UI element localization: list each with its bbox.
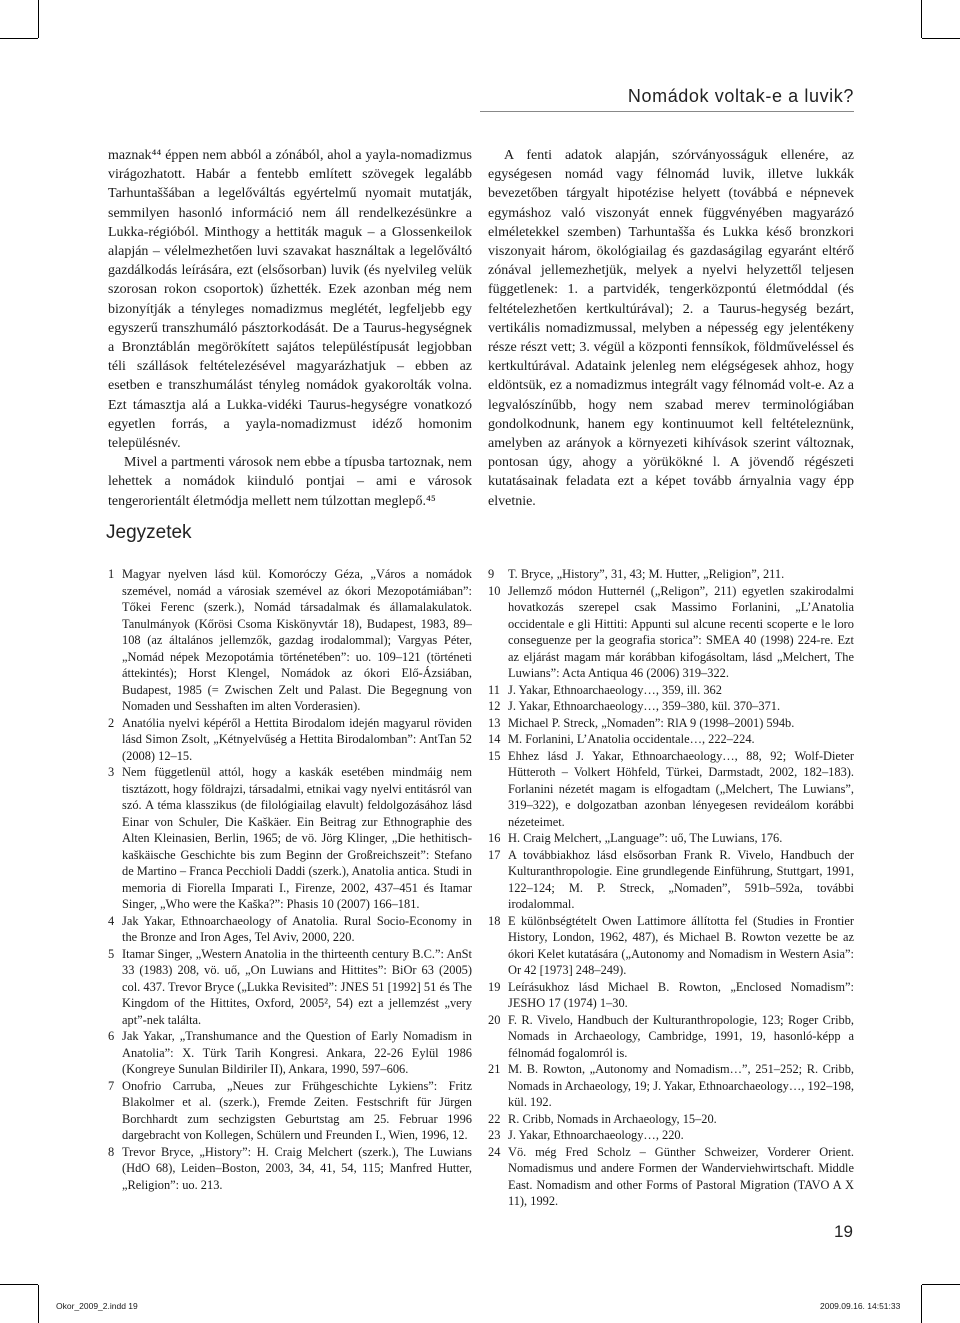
notes-list-left [108,566,472,1193]
footnote-text: Jellemző módon Hutternél („Religon”, 211) egyetlen szakirodalmi hovatkozás szerepel csak Massimo Forlanini, „L’Anatolia occidentale e gli Hittiti: Appunti sul alcune recenti scoperte e le loro conseguenze per la geografia storica”: SMEA 40 (1998) 224-re. Ezt az eljárást magam már korábban kifogásoltam, lásd „Melchert, The Luwians”: Acta Antiqua 46 (2006) 319–322. [508,583,854,680]
crop-mark [38,0,39,38]
footnote-number: 14 [488,732,501,746]
footnote [488,1012,854,1062]
footnote [108,715,472,765]
crop-mark [0,38,38,39]
footnote [108,946,472,1029]
footnote-number: 7 [108,1078,115,1093]
footnote-number: 6 [108,1029,115,1043]
body-paragraph: Mivel a partmenti városok nem ebbe a típusba tartoznak, nem lehettek a nomádok kiinduló pontjai – ami e városok tengerorientált életmódja mellett nem túlzottan meglepő.⁴⁵ [108,455,472,509]
running-title: Nomádok voltak-e a luvik? [627,86,854,106]
notes-list-right [488,566,854,1210]
footnote [488,566,854,583]
footnote-number: 19 [488,979,501,994]
footnote-number: 17 [488,847,501,862]
crop-mark [922,38,960,39]
footnote-number: 9 [488,567,495,581]
crop-mark [0,1284,38,1285]
footnote-text: Vö. még Fred Scholz – Günther Schweizer, Vorderer Orient. Nomadismus und andere Formen der Wanderviehwirtschaft. Middle East. Nomadism and other Forms of Pastoral Migration (TAVO A X 11), 1992. [508,1144,854,1208]
footnote-number: 24 [488,1144,501,1159]
footnote [488,1144,854,1210]
footnote-text: M. B. Rowton, „Autonomy and Nomadism…”, 251–252; R. Cribb, Nomads in Archaeology, 19; J. Yakar, Ethnoarchaeology…, 192–198, kül. 192. [508,1062,854,1109]
footnote [488,847,854,913]
footnote-number: 10 [488,583,501,598]
footnote [488,1061,854,1111]
footnote-text: Leírásukhoz lásd Michael B. Rowton, „Enclosed Nomadism”: JESHO 17 (1974) 1–30. [508,979,854,1010]
footnote [108,1028,472,1078]
footnote [488,698,854,715]
footnote-text: J. Yakar, Ethnoarchaeology…, 359, ill. 362 [508,682,722,697]
footnote-number: 21 [488,1062,501,1076]
crop-mark [38,1285,39,1323]
footnote-text: Onofrio Carruba, „Neues zur Frühgeschichte Lykiens”: Fritz Blakolmer et al. (szerk.), Fremde Zeiten. Festschrift für Jürgen Borchhardt zum sechzigsten Geburtstag am 25. Februar 1996 dargebracht von Kollegen, Schülern und Freunden I., Wien, 1996, 12. [122,1078,472,1142]
crop-mark [921,1285,922,1323]
footnote-text: Ehhez lásd J. Yakar, Ethnoarchaeology…, 88, 92; Wolf-Dieter Hütteroth – Volkert Höhfeld, Türkei, Darmstadt, 2002, 182–183). Forlanini nézetét magam is elfogadtam („Melchert, The Luwians”, 319–322), e dolgozatban azonban lényegesen revideálom korábbi nézeteimet. [508,748,854,829]
page-number: 19 [834,1222,853,1241]
body-paragraph: maznak⁴⁴ éppen nem abból a zónából, ahol a yayla-nomadizmus virágozhatott. Habár a fentebb említett szövegek legalább Tarhuntaššában a legelőváltás egyértelmű nyomait mutatják, semmilyen hasonló információ nem áll rendelkezésünkre a Lukka-régióból. Minthogy a hettiták maguk – a Glossenkeilok alapján – vélelmezhetően luvi szavakat használtak a legelőváltó gazdálkodás leírására, ezt (elsősorban) luvik (és nyelvileg velük szorosan rokon csoportok) űzhették. Ezek azonban még nem bizonyítják a tényleges nomadizmus meglétét, legfeljebb egy egyszerű transzhumáló pásztorkodását. De a Taurus-hegységnek a Bronztáblán megörökített sajátos településtípusát legjobban téli szállások feltételezésével magyarázhatjuk – ebben az esetben e transzhumálást tényleg nomádok gyakorolták volna. Ezt támasztja alá a Lukka-vidéki Taurus-hegységre vonatkozó egyetlen forrás, a yayla-nomadizmust idéző homonim településnév. [108,148,472,452]
footnote [488,715,854,732]
footnote-number: 4 [108,913,115,928]
running-head [480,86,854,112]
footnote [108,764,472,913]
footnote [488,979,854,1012]
footnote-text: Michael P. Streck, „Nomaden”: RlA 9 (1998–2001) 594b. [508,715,795,730]
footnote-text: H. Craig Melchert, „Language”: uő, The Luwians, 176. [508,831,783,845]
footnote-text: F. R. Vivelo, Handbuch der Kulturanthropologie, 123; Roger Cribb, Nomads in Archaeology, Cambridge, 1991, 19, hasonló-képp a félnomád fogalomról is. [508,1012,854,1060]
crop-mark [922,1284,960,1285]
footnote-text: M. Forlanini, L’Anatolia occidentale…, 222–224. [508,732,755,746]
crop-mark [921,0,922,38]
footnote [108,913,472,946]
footnote [488,583,854,682]
footnote-number: 15 [488,748,501,763]
footnote-number: 23 [488,1128,501,1142]
footnote-number: 5 [108,946,115,961]
slug-timestamp: 2009.09.16. 14:51:33 [820,1301,901,1311]
footnote-text: Trevor Bryce, „History”: H. Craig Melchert (szerk.), The Luwians (HdO 68), Leiden–Boston, 2003, 34, 41, 54, 115; Manfred Hutter, „Religion”: uo. 213. [122,1144,472,1192]
footnote-number: 12 [488,699,501,713]
footnote [488,731,854,748]
header-rule [480,111,854,112]
footnote-number: 22 [488,1111,501,1126]
body-column-left [108,146,472,511]
footnote [488,1111,854,1128]
footnote [488,1127,854,1144]
footnote-text: J. Yakar, Ethnoarchaeology…, 359–380, kül. 370–371. [508,699,781,713]
footnote-text: J. Yakar, Ethnoarchaeology…, 220. [508,1128,684,1142]
footnote-number: 11 [488,682,500,697]
footnote-text: Itamar Singer, „Western Anatolia in the thirteenth century B.C.”: AnSt 33 (1983) 208, vö. uő, „On Luwians and Hittites”: BiOr 63 (2005) col. 437. Trevor Bryce („Lukka Revisited”: JNES 51 [1992] 51 és The Kingdom of the Hittites, Oxford, 2005², 54) ezt a jellemzést „very apt”-nek találta. [122,946,472,1027]
footnote [488,682,854,699]
footnote-number: 1 [108,567,115,581]
footnote-text: Jak Yakar, Ethnoarchaeology of Anatolia. Rural Socio-Economy in the Bronze and Iron Ages, Tel Aviv, 2000, 220. [122,913,472,944]
footnote-number: 3 [108,765,115,779]
footnote-text: Nem függetlenül attól, hogy a kaskák esetében mindmáig nem tisztázott, hogy földrajzi, társadalmi, etnikai vagy nyelvi entitásról van szó. A téma klasszikus (de filológiailag elavult) feldolgozásához lásd Einar von Schuler, Die Kaškäer. Ein Beitrag zur Ethnographie des Alten Kleinasien, Berlin, 1965; de vö. Jörg Klinger, „Die hethitisch-kaškäische Geschichte bis zum Beginn der Großreichszeit”: Stefano de Martino – Franca Pecchioli Daddi (szerk.), Anatolia antica. Studi in memoria di Fiorella Imparati I., Firenze, 2002, 437–451 és Itamar Singer, „Who were the Kaška?”: Phasis 10 (2007) 166–181. [122,765,472,911]
footnote-text: Magyar nyelven lásd kül. Komoróczy Géza, „Város a nomádok szemével, nomád a városiak szemével az ókori Mezopotámiában”: Tőkei Ferenc (szerk.), Nomád társadalmak és államalakulatok. Tanulmányok (Kőrösi Csoma Kiskönyvtár 18), Budapest, 1983, 89–108 (az általános jellemzők, gazdag irodalommal); Vargyas Péter, „Nomád népek Mezopotámia történetében”: uo. 109–121 (történeti áttekintés); Horst Klengel, Nomádok az ókori Elő-Ázsiában, Budapest, 1985 (= Zwischen Zelt und Palast. Die Begegnung von Nomaden und Sesshaften im alten Vorderasien). [122,567,472,713]
footnote-number: 2 [108,715,115,730]
footnote-number: 8 [108,1144,115,1159]
footnote [488,830,854,847]
slug-filename: Okor_2009_2.indd 19 [56,1301,138,1311]
footnote-number: 13 [488,715,501,730]
footnote [488,913,854,979]
footnote-text: Anatólia nyelvi képéről a Hettita Birodalom idején magyarul röviden lásd Simon Zsolt, „Kétnyelvűség a Hettita Birodalomban”: AntTan 52 (2008) 12–15. [122,715,472,763]
footnote-text: Jak Yakar, „Transhumance and the Question of Early Nomadism in Anatolia”: X. Türk Tarih Kongresi. Ankara, 22-26 Eylül 1986 (Kongreye Sunulan Bildiriler II), Ankara, 1990, 597–606. [122,1029,472,1076]
footnote [108,1078,472,1144]
footnote [108,566,472,715]
footnote-number: 16 [488,831,501,845]
footnote-text: T. Bryce, „History”, 31, 43; M. Hutter, „Religion”, 211. [508,567,785,581]
footnote-number: 18 [488,913,501,928]
footnote-text: R. Cribb, Nomads in Archaeology, 15–20. [508,1111,717,1126]
footnote-text: E különbségtételt Owen Lattimore állította fel (Studies in Frontier History, London, 1962, 487), és Michael B. Rowton vezette be az ókori Kelet kutatására („Autonomy and Nomadism in Western Asia”: Or 42 [1973] 248–249). [508,913,854,977]
body-column-right [488,146,854,511]
footnote [488,748,854,831]
notes-heading: Jegyzetek [106,522,192,543]
footnote-number: 20 [488,1012,501,1027]
footnote-text: A továbbiakhoz lásd elsősorban Frank R. Vivelo, Handbuch der Kulturanthropologie. Eine grundlegende Einführung, Stuttgart, 1991, 122–124; M. P. Streck, „Nomaden”, 591b–592a, további irodalommal. [508,847,854,911]
body-paragraph: A fenti adatok alapján, szórványosságuk ellenére, az egységesen nomád vagy félnomád luvik, illetve lukkák bevezetőben tárgyalt hipotézise helyett (továbbá e népnevek egymáshoz való viszonyát ennek függvényében magyarázó elméletekkel szemben) Tarhuntašša és Lukka késő bronzkori viszonyait három, ökológiailag és gazdaságilag egyaránt eltérő zónával jellemezhetjük, melyek a nyelvi helyzettől teljesen függetlenek: 1. a partvidék, tengerközpontú életmóddal (és feltételezhetően kertkultúrával); 2. a Taurus-hegység bezárt, vertikális nomadizmussal, melyben a népesség egy jelentékeny része részt vett; 3. végül a központi fennsíkok, földműveléssel és kertkultúrával. Adataink jelenleg nem elégségesek ahhoz, hogy eldöntsük, ez a nomadizmus integrált vagy félnomád volt-e. Az a legvalószínűbb, hogy nem szabad merev terminológiában gondolkodnunk, hanem egy kontinuumot kell feltételeznünk, amelyben az arányok a környezeti kihívások szerint változnak, pontosan úgy, ahogy a yörükökné l. A jövendő régészeti kutatásainak feladata ezt a képet tovább árnyalnia vagy épp elvetnie. [488,148,854,509]
footnote [108,1144,472,1194]
